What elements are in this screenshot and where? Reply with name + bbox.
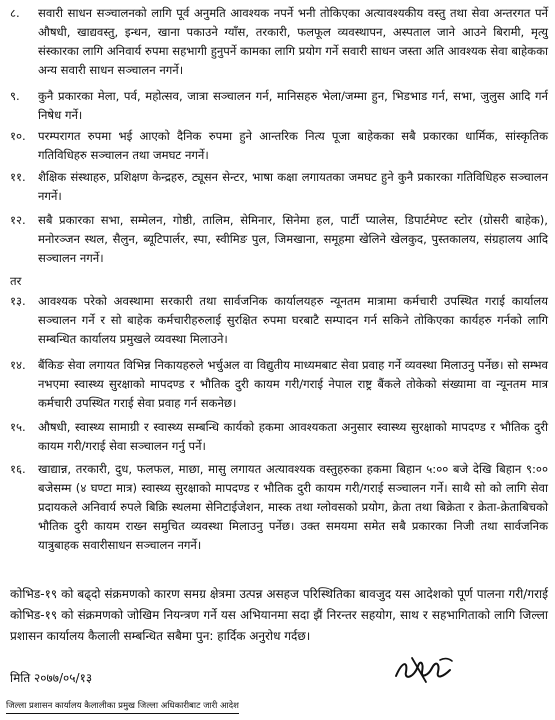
item-number: ८. [10,6,20,20]
item-number: ९. [10,89,20,103]
item-text: सबै प्रकारका सभा, सम्मेलन, गोष्ठी, तालिम, सेमिनार, सिनेमा हल, पार्टी प्यालेस, डिपार्टमेण्ट स्टोर (ग्रोसरी बाहेक), मनोरञ्जन स्थल, सैलुन, ब्यूटिपार्लर, स्पा, स्वीमिङ पुल, जिमखाना, समूहमा खेलिने खेलकुद, पुस्तकालय, संग्रहालय आदि सञ्चालन नगर्ने। [38,213,548,265]
item-text: शैक्षिक संस्थाहरु, प्रशिक्षण केन्द्रहरु, ट्यूसन सेन्टर, भाषा कक्षा लगायतका जमघट हुने कुनै प्रकारका गतिविधिहरु सञ्चालन नगर्ने। [38,170,548,203]
item-text: बैंकिङ सेवा लगायत विभिन्न निकायहरुले भर्चुअल वा विद्युतीय माध्यमबाट सेवा प्रवाह गर्ने व्यवस्था मिलाउनु पर्नेछ। सो सम्भव नभएमा स्वास्थ्य सुरक्षाको मापदण्ड र भौतिक दुरी कायम गरी/गराई नेपाल राष्ट्र बैंकले तोकेको संख्यामा वा न्यूनतम मात्र कर्मचारी उपस्थित गराई सेवा प्रवाह गर्न सकनेछ। [38,358,548,410]
closing-paragraph: कोभिड-१९ को बढ्दो संक्रमणको कारण समग्र क्षेत्रमा उत्पन्न असहज परिस्थितिका बावजुद यस आदेशको पूर्ण पालना गरी/गराई कोभिड-१९ को संक्रमणको जोखिम नियन्त्रण गर्ने यस अभियानमा सदा झैं निरन्तर सहयोग, साथ र सहभागिताको लागि जिल्ला प्रशासन कार्यालय कैलाली सम्बन्धित सबैमा पुन: हार्दिक अनुरोध गर्दछ। [10,587,548,643]
item-text: औषधी, स्वास्थ्य सामाग्री र स्वास्थ्य सम्बन्धि कार्यको हकमा आवश्यकता अनुसार स्वास्थ्य सुरक्षाको मापदण्ड र भौतिक दुरी कायम गरी/गराई सेवा सञ्चालन गर्नु पर्ने। [38,420,548,453]
connector-text: तर [10,274,22,288]
item-text: परम्परागत रुपमा भई आएको दैनिक रुपमा हुने आन्तरिक नित्य पूजा बाहेकका सबै प्रकारका धार्मिक, सांस्कृतिक गतिविधिहरु सञ्चालन तथा जमघट नगर्ने। [38,129,548,162]
item-number: १६. [10,462,26,476]
item-14 [10,356,548,413]
item-10 [10,127,548,165]
item-number: १४. [10,358,26,372]
item-8 [10,4,548,80]
item-11 [10,168,548,206]
signature-mark [392,652,458,688]
item-text: सवारी साधन सञ्चालनको लागि पूर्व अनुमति आवश्यक नपर्ने भनी तोकिएका अत्यावश्यकीय वस्तु तथा सेवा अन्तरगत पर्ने औषधी, खाद्यवस्तु, इन्धन, खाना पकाउने ग्याँस, तरकारी, फलफूल व्यवस्थापन, अस्पताल जाने आउने बिरामी, मृत्यु संस्कारका लागि अनिवार्य रुपमा सहभागी हुनुपर्ने कामका लागि प्रयोग गर्ने सवारी साधन जस्ता अति आवश्यक सेवा बाहेकका अन्य सवारी साधन सञ्चालन नगर्ने। [38,6,548,77]
item-13 [10,292,548,349]
item-9 [10,87,548,125]
footer-caption: जिल्ला प्रशासन कार्यालय कैलालीका प्रमुख जिल्ला अधिकारीबाट जारी आदेश [6,700,239,714]
item-text: खाद्यान्न, तरकारी, दुध, फलफल, माछा, मासु लगायत अत्यावश्यक वस्तुहरुका हकमा बिहान ५:०० बजे देखि बिहान ९:०० बजेसम्म (४ घण्टा मात्र) स्वास्थ्य सुरक्षाको मापदण्ड र भौतिक दुरी कायम गरी/गराई सञ्चालन गर्ने। साथै सो को लागि सेवा प्रदायकले अनिवार्य रुपले बिक्रि स्थलमा सेनिटाईजेशन, मास्क तथा ग्लोवसको प्रयोग, क्रेता तथा बिक्रेता र क्रेता-क्रेताबिचको भौतिक दुरी कायम राख्न समुचित व्यवस्था मिलाउनु पर्नेछ। उक्त समयमा समेत सबै प्रकारका निजी तथा सार्वजनिक यात्रुबाहक सवारीसाधन सञ्चालन नगर्ने। [38,462,548,552]
item-text: आवश्यक परेको अवस्थामा सरकारी तथा सार्वजनिक कार्यालयहरु न्यूनतम मात्रामा कर्मचारी उपस्थित गराई कार्यालय सञ्चालन गर्ने र सो बाहेक कर्मचारीहरुलाई सुरक्षित रुपमा घरबाटै सम्पादन गर्न सकिने तोकिएका कार्यहरु गर्नको लागि सम्बन्धित कार्यालय प्रमुखले व्यवस्था मिलाउने। [38,294,548,346]
item-number: १५. [10,420,26,434]
item-15 [10,418,548,456]
item-text: कुनै प्रकारका मेला, पर्व, महोत्सव, जात्रा सञ्चालन गर्न, मानिसहरु भेला/जम्मा हुन, भिडभाड गर्न, सभा, जुलुस आदि गर्न निषेध गर्ने। [38,89,548,122]
item-12 [10,211,548,268]
item-number: ११. [10,170,26,184]
date-label: मिति २०७७/०५/१३ [10,671,93,685]
item-number: १२. [10,213,26,227]
item-number: १०. [10,129,26,143]
item-16 [10,460,548,555]
item-number: १३. [10,294,26,308]
